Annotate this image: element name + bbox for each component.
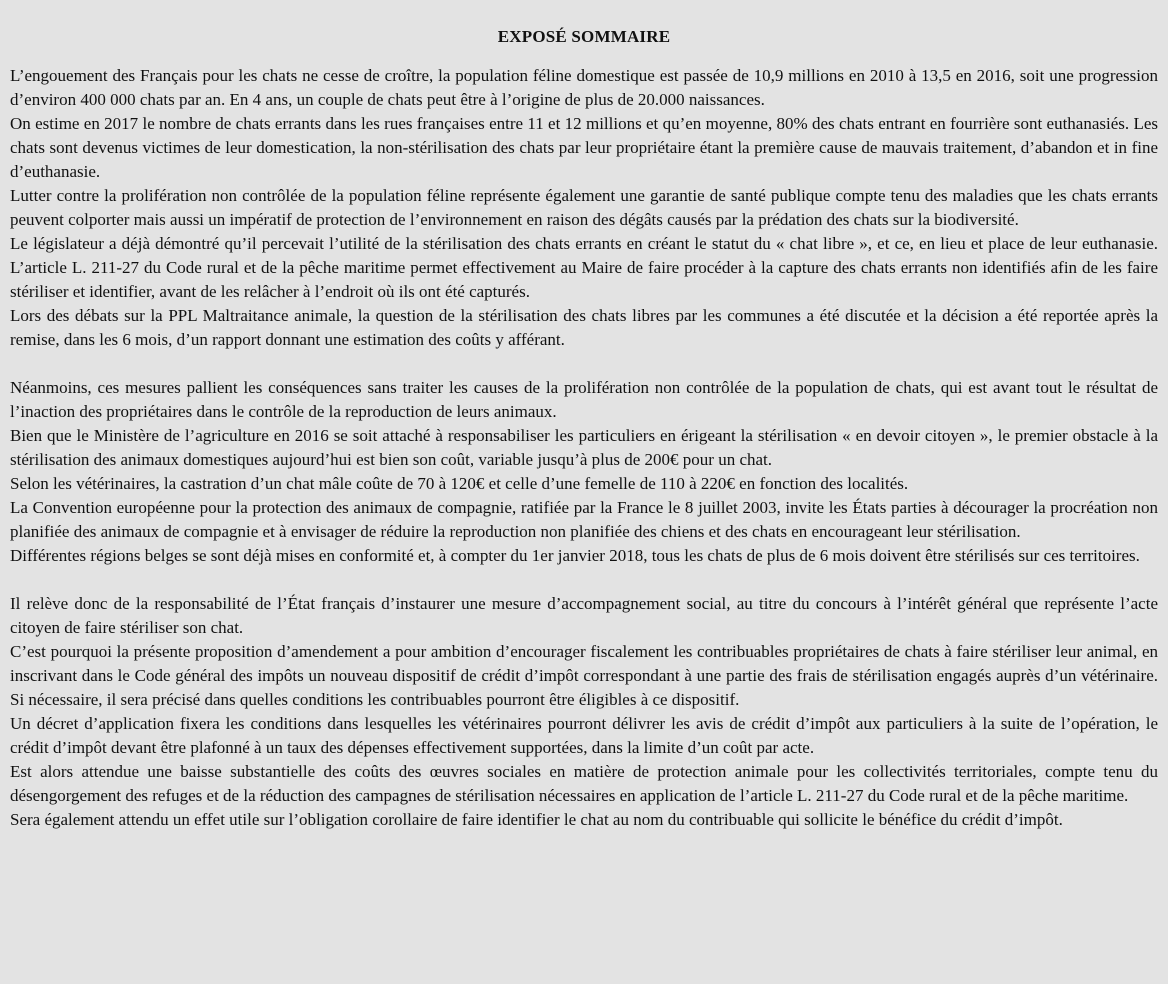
blank-line-separator xyxy=(10,352,1158,376)
blank-line-separator xyxy=(10,568,1158,592)
paragraph-ppl-maltraitance: Lors des débats sur la PPL Maltraitance animale, la question de la stérilisation des chats libres par les communes a été discutée et la décision a été reportée après la remise, dans les 6 mois, d’un rapport donnant une estimation des coûts y afférant. xyxy=(10,306,1158,349)
paragraph-regions-belges: Différentes régions belges se sont déjà mises en conformité et, à compter du 1er janvier 2018, tous les chats de plus de 6 mois doivent être stérilisés sur ces territoires. xyxy=(10,546,1140,565)
paragraph-effet-identification: Sera également attendu un effet utile sur l’obligation corollaire de faire identifier le chat au nom du contribuable qui sollicite le bénéfice du crédit d’impôt. xyxy=(10,810,1063,829)
paragraph-decret-application: Un décret d’application fixera les conditions dans lesquelles les vétérinaires pourront délivrer les avis de crédit d’impôt aux particuliers à la suite de l’opération, le crédit d’impôt devant être plafonné à un taux des dépenses effectivement supportées, dans la limite d’un coût par acte. xyxy=(10,714,1158,757)
paragraph-proposition-amendement: C’est pourquoi la présente proposition d’amendement a pour ambition d’encourager fiscalement les contribuables propriétaires de chats à faire stériliser leur animal, en inscrivant dans le Code général des impôts un nouveau dispositif de crédit d’impôt correspondant à une partie des frais de stérilisation engagés auprès d’un vétérinaire. Si nécessaire, il sera précisé dans quelles conditions les contribuables pourront être éligibles à ce dispositif. xyxy=(10,642,1158,709)
paragraph-baisse-couts: Est alors attendue une baisse substantielle des coûts des œuvres sociales en matière de protection animale pour les collectivités territoriales, compte tenu du désengorgement des refuges et de la réduction des campagnes de stérilisation nécessaires en application de l’article L. 211-27 du Code rural et de la pêche maritime. xyxy=(10,762,1158,805)
document-page xyxy=(0,28,1168,984)
paragraph-sante-publique: Lutter contre la prolifération non contrôlée de la population féline représente également une garantie de santé publique compte tenu des maladies que les chats errants peuvent colporter mais aussi un impératif de protection de l’environnement en raison des dégâts causés par la prédation des chats sur la biodiversité. xyxy=(10,186,1158,229)
paragraph-ministere-agriculture: Bien que le Ministère de l’agriculture en 2016 se soit attaché à responsabiliser les particuliers en érigeant la stérilisation « en devoir citoyen », le premier obstacle à la stérilisation des animaux domestiques aujourd’hui est bien son coût, variable jusqu’à plus de 200€ pour un chat. xyxy=(10,426,1158,469)
paragraph-neanmoins: Néanmoins, ces mesures pallient les conséquences sans traiter les causes de la prolifération non contrôlée de la population de chats, qui est avant tout le résultat de l’inaction des propriétaires dans le contrôle de la reproduction de leurs animaux. xyxy=(10,378,1158,421)
paragraph-cout-castration: Selon les vétérinaires, la castration d’un chat mâle coûte de 70 à 120€ et celle d’une femelle de 110 à 220€ en fonction des localités. xyxy=(10,474,909,493)
paragraph-chats-errants: On estime en 2017 le nombre de chats errants dans les rues françaises entre 11 et 12 millions et qu’en moyenne, 80% des chats entrant en fourrière sont euthanasiés. Les chats sont devenus victimes de leur domestication, la non-stérilisation des chats par leur propriétaire étant la première cause de mauvais traitement, d’abandon et in fine d’euthanasie. xyxy=(10,114,1158,181)
paragraph-population-feline: L’engouement des Français pour les chats ne cesse de croître, la population féline domestique est passée de 10,9 millions en 2010 à 13,5 en 2016, soit une progression d’environ 400 000 chats par an. En 4 ans, un couple de chats peut être à l’origine de plus de 20.000 naissances. xyxy=(10,66,1158,109)
paragraph-convention-europeenne: La Convention européenne pour la protection des animaux de compagnie, ratifiée par la France le 8 juillet 2003, invite les États parties à décourager la procréation non planifiée des animaux de compagnie et à envisager de réduire la reproduction non planifiée des chiens et des chats en encourageant leur stérilisation. xyxy=(10,498,1158,541)
paragraph-responsabilite-etat: Il relève donc de la responsabilité de l’État français d’instaurer une mesure d’accompagnement social, au titre du concours à l’intérêt général que représente l’acte citoyen de faire stériliser son chat. xyxy=(10,594,1158,637)
document-title: EXPOSÉ SOMMAIRE xyxy=(497,27,671,46)
paragraph-chat-libre: Le législateur a déjà démontré qu’il percevait l’utilité de la stérilisation des chats errants en créant le statut du « chat libre », et ce, en lieu et place de leur euthanasie. L’article L. 211-27 du Code rural et de la pêche maritime permet effectivement au Maire de faire procéder à la capture des chats errants non identifiés afin de les faire stériliser et identifier, avant de les relâcher à l’endroit où ils ont été capturés. xyxy=(10,234,1158,301)
expose-sommaire-document xyxy=(0,28,1168,832)
